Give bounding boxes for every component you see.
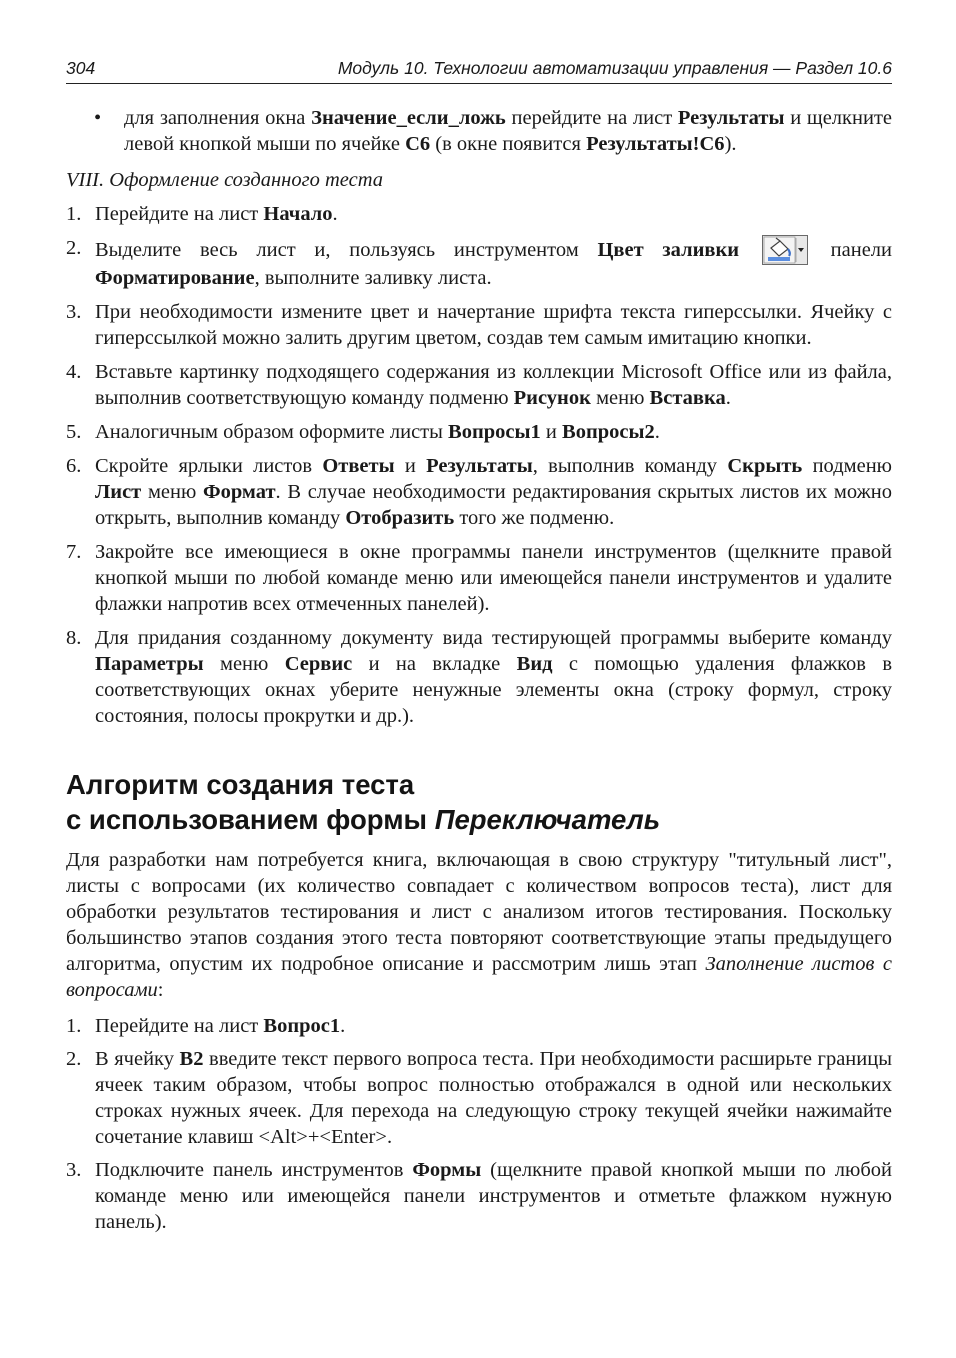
list-item-number: 2. <box>66 1048 82 1070</box>
text-run: При необходимости измените цвет и начертание шрифта текста гиперссылки. Ячейку с гиперссылкой можно залить другим цветом, создав тем самым имитацию кнопки. <box>95 301 892 349</box>
text-run: , выполнив команду <box>532 455 728 477</box>
text-run: и щелкните левой кнопкой мыши по ячейке <box>124 107 892 155</box>
bold-term: Параметры <box>95 653 204 675</box>
text-run: . <box>725 387 731 409</box>
bold-term: Формы <box>412 1159 482 1181</box>
list-item <box>66 625 892 729</box>
text-run: Для придания созданному документу вида тестирующей программы выберите команду <box>95 627 892 649</box>
text-run: Скройте ярлыки листов <box>95 455 323 477</box>
page-content <box>66 105 892 1242</box>
list-item <box>66 359 892 411</box>
list-item <box>66 1013 892 1039</box>
text-run: . <box>340 1015 346 1037</box>
text-run: В ячейку <box>95 1048 180 1070</box>
italic-term: Заполнение листов с вопросами <box>66 953 892 1001</box>
text-run: панели <box>830 239 892 261</box>
bold-term: Форматирование <box>95 267 255 289</box>
bold-term: Сервис <box>284 653 353 675</box>
intro-paragraph <box>66 847 892 1003</box>
list-item-number: 3. <box>66 1159 82 1181</box>
list-item <box>66 235 892 291</box>
bold-term: Рисунок <box>513 387 591 409</box>
text-run: Для разработки нам потребуется книга, включающая в свою структуру "титульный лист", листы с вопросами (их количество совпадает с количеством вопросов теста), лист для обработки результатов тестирования и лист с анализом итогов тестирования. Поскольку большинство этапов создания этого теста повторяют соответствующие этапы предыдущего алгоритма, опустим их подробное описание и рассмотрим лишь этап <box>66 849 892 975</box>
running-title: Модуль 10. Технологии автоматизации управления — Раздел 10.6 <box>337 58 892 78</box>
text-run: Вставьте картинку подходящего содержания из коллекции Microsoft Office или из файла, выполнив соответствующую команду подменю <box>95 361 892 409</box>
list-item <box>66 299 892 351</box>
list-item-number: 3. <box>66 301 82 323</box>
list-item <box>66 1046 892 1150</box>
list-item <box>66 539 892 617</box>
text-run: . В случае необходимости редактирования скрытых листов их можно открыть, выполнив команду <box>95 481 892 529</box>
list-item <box>66 419 892 445</box>
bold-term: Результаты <box>677 107 785 129</box>
text-run: с помощью удаления флажков в соответствующих окнах уберите ненужные элементы окна (строку формул, строку состояния, полосы прокрутки и др.). <box>95 653 893 727</box>
running-header <box>66 58 892 82</box>
page-number: 304 <box>66 58 96 78</box>
bold-term: С6 <box>405 133 431 155</box>
text-run: . <box>332 203 338 225</box>
text-run: , выполните заливку листа. <box>254 267 492 289</box>
bold-term: Результаты <box>426 455 533 477</box>
bullet-item <box>66 105 892 157</box>
list-item-number: 1. <box>66 1015 82 1037</box>
text-run: для заполнения окна <box>124 107 312 129</box>
list-item-number: 1. <box>66 203 82 225</box>
fill-color-button-icon <box>762 235 808 265</box>
text-run: и <box>394 455 427 477</box>
header-rule <box>66 83 892 84</box>
text-run: : <box>157 979 164 1001</box>
steps-list-formatting <box>66 201 892 729</box>
section-heading <box>66 767 892 837</box>
bold-term: Вид <box>516 653 553 675</box>
bold-term: Вопросы2 <box>562 421 655 443</box>
text-run: (в окне появится <box>430 133 587 155</box>
section-heading-form-name: Переключатель <box>434 804 661 835</box>
bold-term: Ответы <box>322 455 395 477</box>
list-item-number: 4. <box>66 361 82 383</box>
text-run: перейдите на лист <box>505 107 678 129</box>
text-run: Перейдите на лист <box>95 203 264 225</box>
list-item-number: 7. <box>66 541 82 563</box>
bullet-list <box>66 105 892 157</box>
bold-term: Вопрос1 <box>263 1015 341 1037</box>
bold-term: Результаты!С6 <box>586 133 725 155</box>
text-run: меню <box>141 481 203 503</box>
text-run: Аналогичным образом оформите листы <box>95 421 449 443</box>
text-run: подменю <box>802 455 892 477</box>
section-heading-line2: с использованием формы <box>66 804 435 835</box>
text-run: и на вкладке <box>352 653 517 675</box>
steps-list-questions <box>66 1013 892 1235</box>
text-run: и <box>540 421 563 443</box>
text-run: Закройте все имеющиеся в окне программы панели инструментов (щелкните правой кнопкой мыши по любой команде меню или имеющейся панели инструментов и удалите флажки напротив всех отмеченных панелей). <box>95 541 892 615</box>
list-item-number: 6. <box>66 455 82 477</box>
bold-term: Вопросы1 <box>448 421 541 443</box>
text-run: того же подменю. <box>454 507 615 529</box>
text-run: Подключите панель инструментов <box>95 1159 413 1181</box>
bold-term: Формат <box>202 481 276 503</box>
bold-term: Начало <box>263 203 333 225</box>
text-run: . <box>654 421 660 443</box>
subsection-title: VIII. Оформление созданного теста <box>66 169 384 191</box>
text-run: Перейдите на лист <box>95 1015 264 1037</box>
section-heading-line1: Алгоритм создания теста <box>66 769 415 800</box>
list-item-number: 8. <box>66 627 82 649</box>
list-item <box>66 453 892 531</box>
bold-term: Цвет заливки <box>597 239 740 261</box>
list-item-number: 5. <box>66 421 82 443</box>
bold-term: Отобразить <box>345 507 455 529</box>
bold-term: Значение_если_ложь <box>311 107 506 129</box>
text-run: введите текст первого вопроса теста. При необходимости расширьте границы ячеек таким образом, чтобы вопрос полностью отображался в одной или нескольких строках нужных ячеек. Для перехода на следующую строку текущей ячейки нажимайте сочетание клавиш <Alt>+<Enter>. <box>95 1048 892 1148</box>
list-item-number: 2. <box>66 237 82 259</box>
list-item <box>66 1157 892 1235</box>
bold-term: Лист <box>95 481 142 503</box>
list-item <box>66 201 892 227</box>
text-run: меню <box>590 387 650 409</box>
bold-term: Скрыть <box>727 455 803 477</box>
text-run: ). <box>724 133 737 155</box>
bold-term: Вставка <box>649 387 726 409</box>
text-run: (щелкните правой кнопкой мыши по любой команде меню или имеющейся панели инструментов и отметьте флажком нужную панель). <box>95 1159 892 1233</box>
text-run: меню <box>203 653 285 675</box>
bold-term: B2 <box>179 1048 204 1070</box>
text-run: Выделите весь лист и, пользуясь инструментом <box>95 239 598 261</box>
